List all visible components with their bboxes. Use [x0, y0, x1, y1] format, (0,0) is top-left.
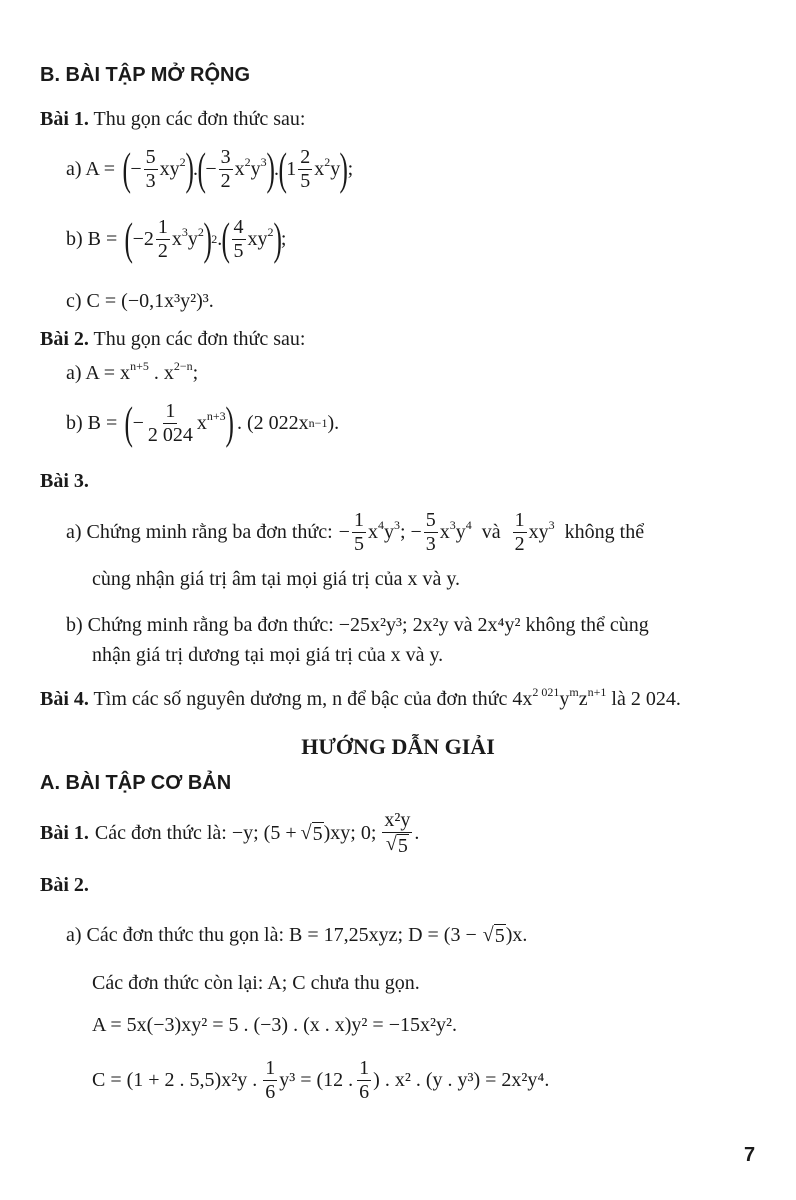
- exercise-3a-line2: cùng nhận giá trị âm tại mọi giá trị của x và y.: [92, 568, 461, 590]
- expr-lead: b) B =: [66, 227, 118, 250]
- answer-2a-line4: C = (1 + 2 . 5,5)x²y . $\frac{1}{6}$ y³ = (12 . $\frac{1}{6}$ ) . x² . (y . y³) = 2x²y⁴.: [92, 1057, 550, 1103]
- expr-lead: b) B =: [66, 411, 118, 434]
- exercise-2b: b) B = ( − $\frac{1}{2 024}$ $x^{n+3}$ ) . (2 022x n−1 ).: [66, 397, 340, 448]
- frac-num: 1: [165, 399, 176, 422]
- frac-den: 5: [300, 169, 311, 192]
- expr-tail: . (2 022x: [237, 411, 309, 434]
- expr-end: ).: [327, 411, 340, 434]
- exercise-3b-line1: b) Chứng minh rằng ba đơn thức: −25x²y³; 2x²y và 2x⁴y² không thể cùng: [66, 614, 649, 636]
- exercise-label: Bài 4.: [40, 688, 89, 710]
- answer-2-heading: Bài 2.: [40, 874, 89, 896]
- text: không thể: [564, 521, 645, 543]
- expr-lead: a) A =: [66, 157, 116, 180]
- text: Các đơn thức là: −y; (5 +: [94, 822, 297, 844]
- frac-num: 1: [514, 509, 525, 531]
- exercise-1b: b) B = ( −2 $\frac{1}{2}$ $x^3y^2$ ) 2 . ( $\frac{4}{5}$ $xy^2$ ) ;: [66, 213, 287, 264]
- section-title-a: A. BÀI TẬP CƠ BẢN: [40, 772, 232, 794]
- exercise-3a-line1: a) Chứng minh rằng ba đơn thức: − $\frac{1}{5}$ $x^4y^3$; − $\frac{5}{3}$ $x^3y^4$ và $\frac{1}{2}$ $xy^3$ không thể: [66, 509, 645, 555]
- text: là 2 024.: [611, 688, 681, 710]
- frac-den: 2 024: [147, 423, 193, 446]
- expr-end: ;: [192, 362, 199, 384]
- frac-den: 5: [233, 239, 244, 262]
- text: )xy; 0;: [323, 822, 377, 844]
- sqrt-value: 5: [312, 823, 323, 845]
- frac-num: 3: [220, 145, 231, 168]
- exercise-1c: c) C = (−0,1x³y²)³.: [66, 290, 214, 312]
- frac-den: 2: [220, 169, 231, 192]
- expr-end: ;: [280, 227, 287, 250]
- text: C = (1 + 2 . 5,5)x²y .: [92, 1069, 258, 1091]
- exercise-2-heading: [40, 328, 305, 351]
- exercise-2a: a) $A = x^{n+5}$ . $x^{2-n}$;: [66, 359, 199, 384]
- frac-num: 1: [157, 215, 168, 238]
- answer-1: Bài 1. Các đơn thức là: −y; (5 + √ 5 )xy; 0; x²y √ 5 .: [40, 809, 420, 857]
- section-title-b: B. BÀI TẬP MỞ RỘNG: [40, 64, 251, 86]
- frac-den: 3: [425, 533, 436, 555]
- expr-end: ;: [347, 157, 354, 180]
- frac-num: 5: [425, 509, 436, 531]
- text: y³ = (12 .: [279, 1069, 354, 1091]
- guide-title: HƯỚNG DẪN GIẢI: [301, 734, 495, 759]
- answer-2a-line1: a) Các đơn thức thu gọn là: B = 17,25xyz; D = (3 − √ 5 )x.: [66, 924, 528, 947]
- text: a) Chứng minh rằng ba đơn thức:: [66, 521, 333, 543]
- frac-num: 1: [353, 509, 364, 531]
- answer-label: Bài 1.: [40, 822, 89, 844]
- text: và: [481, 521, 501, 543]
- expr-end: .: [414, 822, 420, 844]
- exercise-1a: a) A = ( − $\frac{5}{3}$ $xy^2$ ) . ( − $\frac{3}{2}$ $x^2y^3$ ) . ( 1 $\frac{2}{5}$ $x^2y$ ) ;: [66, 143, 354, 194]
- exercise-1-heading: [40, 108, 305, 131]
- frac-num: 5: [145, 145, 156, 168]
- answer-2a-line2: Các đơn thức còn lại: A; C chưa thu gọn.: [92, 972, 420, 994]
- exercise-4: Bài 4. Tìm các số nguyên dương m, n để bậc của đơn thức $4x^{2 021}y^mz^{n+1}$ là 2 024.: [40, 685, 681, 710]
- frac-num: x²y: [384, 809, 411, 831]
- frac-num: 1: [265, 1057, 276, 1079]
- text: ) . x² . (y . y³) = 2x²y⁴.: [373, 1069, 550, 1091]
- frac-den: 6: [265, 1081, 276, 1103]
- frac-num: 4: [233, 215, 244, 238]
- page-number: 7: [744, 1144, 756, 1166]
- frac-den: 3: [145, 169, 156, 192]
- frac-den: 5: [353, 533, 364, 555]
- exercise-label: Bài 1.: [40, 108, 89, 130]
- exercise-3b-line2: nhận giá trị dương tại mọi giá trị của x và y.: [92, 644, 444, 666]
- mixed-whole: 1: [286, 157, 297, 180]
- frac-den: 2: [157, 239, 168, 262]
- text: a) Các đơn thức thu gọn là: B = 17,25xyz; D = (3 −: [66, 924, 477, 946]
- text: )x.: [505, 924, 528, 946]
- exercise-3-heading: Bài 3.: [40, 470, 89, 492]
- text: Tìm các số nguyên dương m, n để bậc của đơn thức 4x: [93, 688, 533, 710]
- sqrt-value: 5: [494, 925, 505, 947]
- exercise-prompt: Thu gọn các đơn thức sau:: [93, 328, 306, 350]
- exercise-label: Bài 2.: [40, 328, 89, 350]
- exercise-prompt: Thu gọn các đơn thức sau:: [93, 108, 306, 130]
- frac-num: 2: [300, 145, 311, 168]
- frac-den: 2: [514, 533, 525, 555]
- expr-lead: a) A = x: [66, 362, 131, 384]
- answer-2a-line3: A = 5x(−3)xy² = 5 . (−3) . (x . x)y² = −15x²y².: [92, 1014, 457, 1036]
- mixed-whole: −2: [132, 227, 154, 250]
